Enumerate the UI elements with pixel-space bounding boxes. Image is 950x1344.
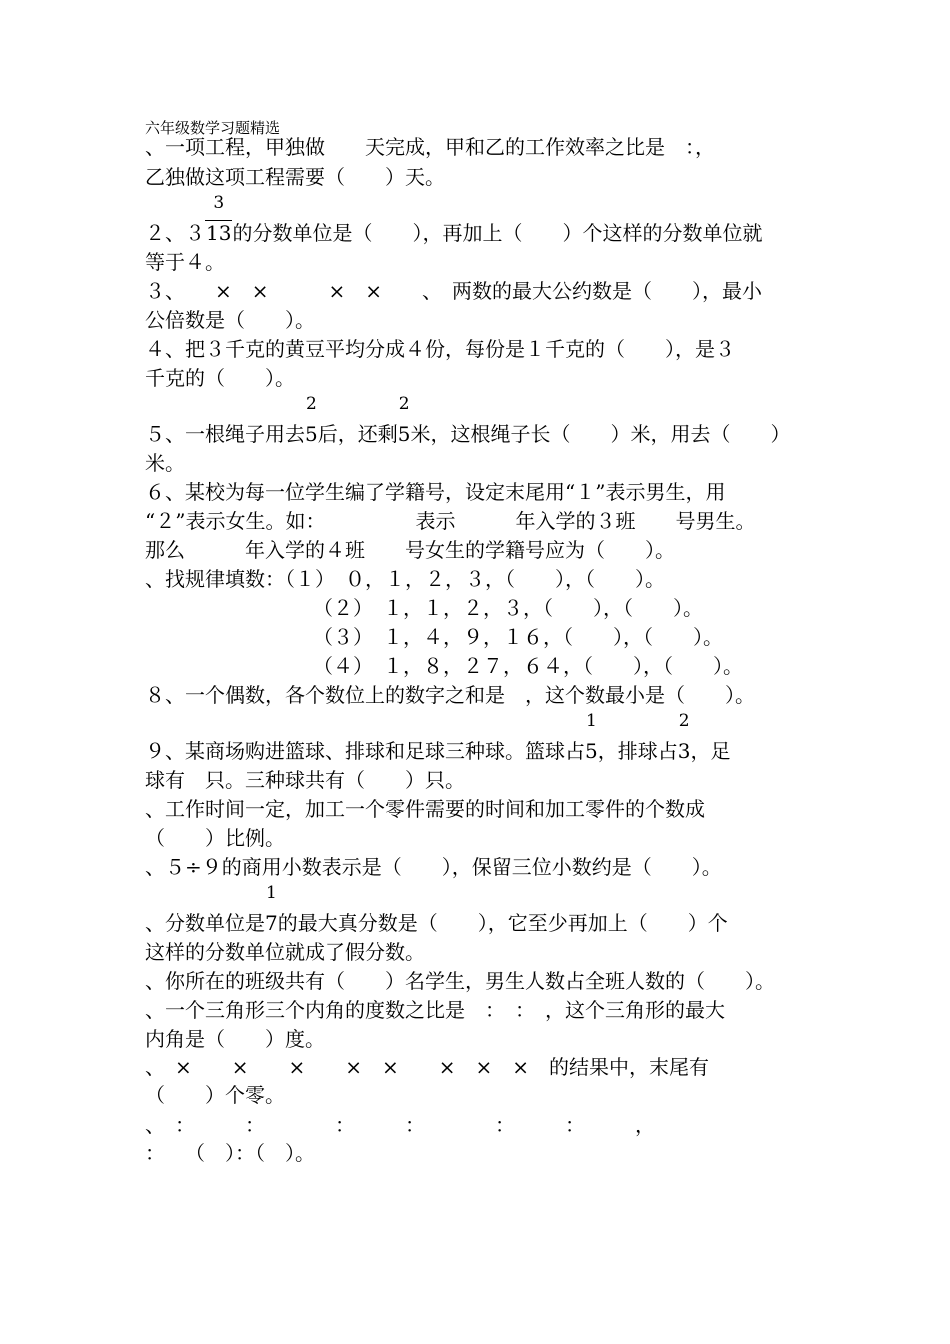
fraction-denominator: 5 [397,422,411,446]
question-14-line-1: 、一个三角形三个内角的度数之比是 ： ： ，这个三角形的最大 [145,998,725,1022]
question-9-prefix: ９、某商场购进篮球、排球和足球三种球。篮球占 [145,739,585,763]
fraction-1-7 [265,883,278,936]
fraction-3-13 [205,193,232,246]
question-9-text: ，足 [690,739,731,763]
question-5-mid: 后，还剩 [317,422,398,446]
question-12-line-1 [145,883,728,936]
question-7-line-1: 、找规律填数：（１） ０，１，２，３，（ ），（ ）。 [145,567,665,591]
question-15-line-1: 、 × × × × × × × × 的结果中，末尾有 [145,1055,710,1079]
question-2-text: 的分数单位是（ ），再加上（ ）个这样的分数单位就 [232,221,763,245]
question-1-line-2: 乙独做这项工程需要（ ）天。 [145,165,445,189]
question-8-line-1: ８、一个偶数，各个数位上的数字之和是 ，这个数最小是（ ）。 [145,683,755,707]
question-7-line-2: （２） １，１，２，３，（ ），（ ）。 [313,596,703,620]
fraction-2-5-used [305,394,318,447]
question-12-line-2: 这样的分数单位就成了假分数。 [145,940,425,964]
question-2-line-2: 等于４。 [145,250,225,274]
question-7-line-3: （３） １，４，９，１６，（ ），（ ）。 [313,625,723,649]
question-13-line-1: 、你所在的班级共有（ ）名学生，男生人数占全班人数的（ ）。 [145,969,775,993]
question-5-line-1 [145,394,791,447]
fraction-numerator: 2 [305,394,317,414]
question-10-line-1: 、工作时间一定，加工一个零件需要的时间和加工零件的个数成 [145,797,705,821]
fraction-numerator: 2 [678,711,690,731]
question-14-line-2: 内角是（ ）度。 [145,1027,325,1051]
question-3-line-1: ３、 × × × × 、 两数的最大公约数是（ ），最小 [145,279,763,303]
fraction-denominator: 7 [265,911,278,935]
question-5-line-2: 米。 [145,451,185,475]
question-4-line-2: 千克的（ ）。 [145,366,295,390]
fraction-denominator: 5 [585,739,598,763]
fraction-denominator: 13 [206,221,232,245]
fraction-numerator: 2 [398,394,410,414]
question-10-line-2: （ ）比例。 [145,826,285,850]
question-6-line-2: “２”表示女生。如： 表示 年入学的３班 号男生。 [145,509,756,533]
question-16-line-1: 、 ： ： ： ： ： ： ， [145,1113,655,1137]
fraction-1-5 [585,711,598,764]
question-2-prefix: ２、３ [145,221,205,245]
worksheet-title: 六年级数学习题精选 [145,119,281,137]
question-6-line-3: 那么 年入学的４班 号女生的学籍号应为（ ）。 [145,538,675,562]
question-6-line-1: ６、某校为每一位学生编了学籍号，设定末尾用“１”表示男生，用 [145,480,726,504]
question-9-mid: ，排球占 [597,739,678,763]
question-15-line-2: （ ）个零。 [145,1083,285,1107]
question-2-line-1 [145,193,763,246]
question-11-line-1: 、５÷９的商用小数表示是（ ），保留三位小数约是（ ）。 [145,855,722,879]
question-9-line-2: 球有 只。三种球共有（ ）只。 [145,768,465,792]
question-7-line-4: （４） １，８，２７，６４，（ ），（ ）。 [313,654,743,678]
fraction-denominator: 5 [305,422,318,446]
fraction-numerator: 3 [213,193,225,213]
fraction-numerator: 1 [585,711,597,731]
question-1-line-1: 、一项工程，甲独做 天完成，甲和乙的工作效率之比是 ：， [145,135,715,159]
question-12-text: 的最大真分数是（ ），它至少再加上（ ）个 [277,911,728,935]
question-9-line-1 [145,711,731,764]
question-5-prefix: ５、一根绳子用去 [145,422,305,446]
question-12-prefix: 、分数单位是 [145,911,265,935]
question-16-line-2: ： （ ）：（ ）。 [145,1141,315,1165]
fraction-denominator: 3 [677,739,691,763]
question-4-line-1: ４、把３千克的黄豆平均分成４份，每份是１千克的（ ），是３ [145,337,735,361]
fraction-2-5-remaining [397,394,411,447]
question-5-text: 米，这根绳子长（ ）米，用去（ ） [410,422,791,446]
question-3-line-2: 公倍数是（ ）。 [145,308,315,332]
fraction-numerator: 1 [265,883,277,903]
fraction-2-3 [677,711,691,764]
